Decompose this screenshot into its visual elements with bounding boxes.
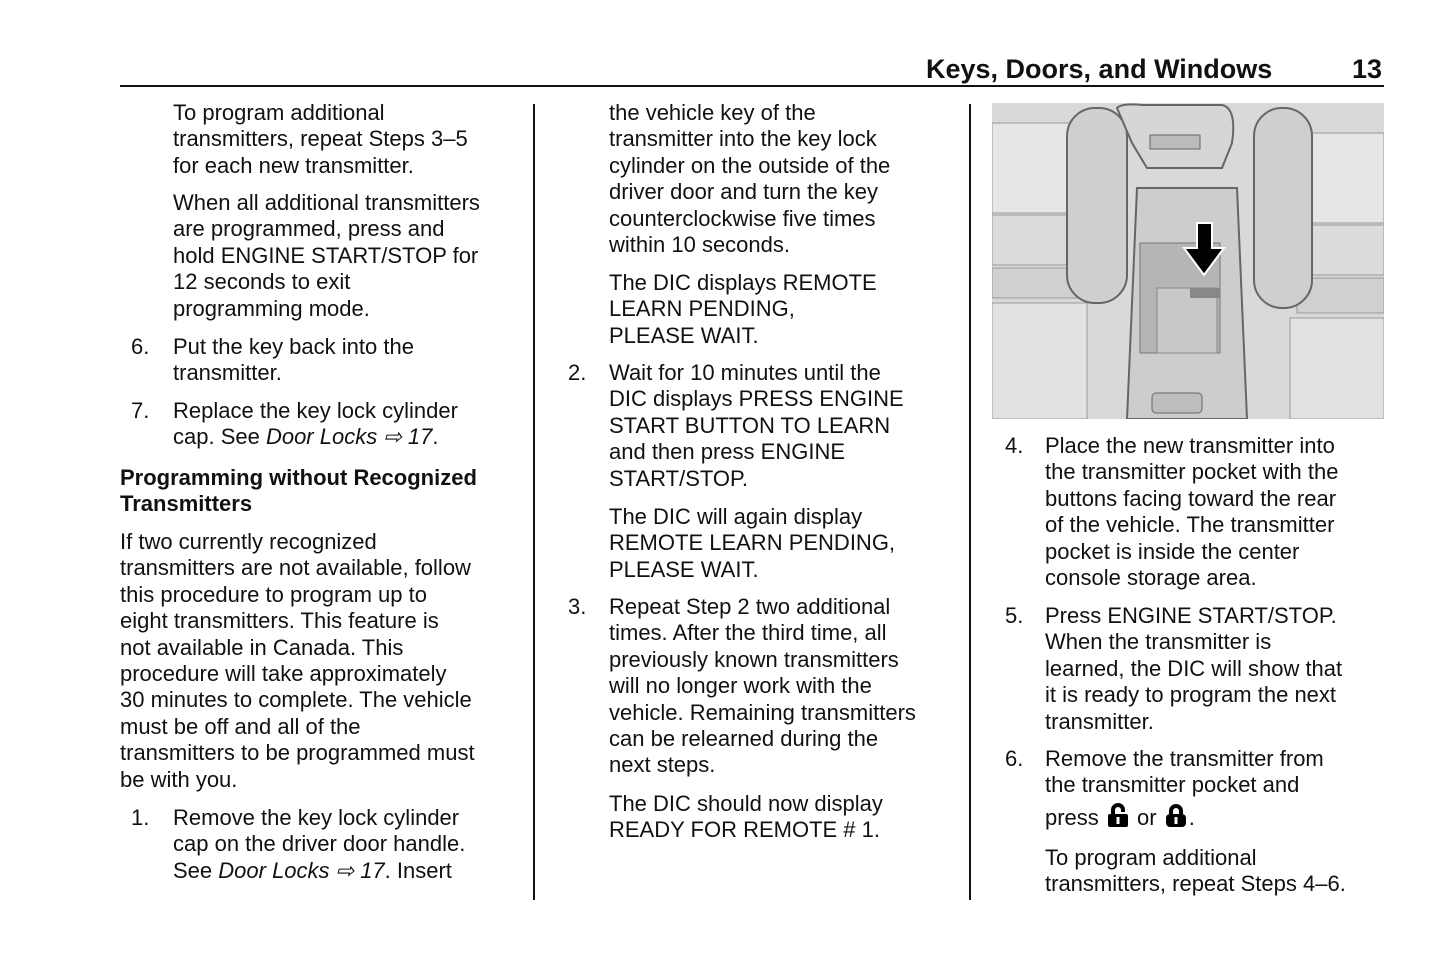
- list-item-line: When the transmitter is: [1045, 629, 1272, 655]
- list-item-line: [173, 424, 438, 450]
- paragraph-line: be with you.: [120, 766, 238, 792]
- list-item-line: pocket is inside the center: [1045, 538, 1300, 564]
- paragraph-line: transmitters, repeat Steps 4–6.: [1045, 871, 1346, 897]
- list-item-line: cap on the driver door handle.: [173, 831, 466, 857]
- paragraph-line: To program additional: [173, 100, 385, 125]
- list-item-line: Repeat Step 2 two additional: [609, 594, 891, 619]
- paragraph-line: 12 seconds to exit: [173, 269, 351, 295]
- paragraph-line: transmitter into the key lock: [609, 126, 877, 152]
- list-item-line: Remove the transmitter from: [1045, 746, 1324, 771]
- list-item-line: the transmitter pocket and: [1045, 772, 1300, 798]
- list-number: 6.: [131, 334, 150, 359]
- text-segment: or: [1130, 804, 1163, 830]
- paragraph-line: READY FOR REMOTE # 1.: [609, 817, 880, 843]
- paragraph-line: cylinder on the outside of the: [609, 152, 891, 178]
- list-number: 6.: [1005, 746, 1024, 771]
- list-number: 5.: [1005, 603, 1024, 628]
- list-item-line: and then press ENGINE: [609, 439, 846, 465]
- header-rule: [120, 85, 1384, 87]
- cross-reference-link[interactable]: Door Locks ⇨ 17: [265, 424, 433, 450]
- list-item-line: Remove the key lock cylinder: [173, 805, 460, 830]
- list-item-line: buttons facing toward the rear: [1045, 485, 1337, 511]
- paragraph-line: transmitters to be programmed must: [120, 740, 475, 766]
- list-item-line: can be relearned during the: [609, 726, 879, 751]
- list-item-line: START BUTTON TO LEARN: [609, 412, 891, 438]
- text-segment: cap. See: [173, 424, 266, 450]
- list-item-line: Replace the key lock cylinder: [173, 398, 458, 423]
- center-console-illustration: [992, 103, 1384, 419]
- paragraph-line: within 10 seconds.: [609, 232, 790, 257]
- list-item-line: it is ready to program the next: [1045, 682, 1337, 708]
- list-item-line: vehicle. Remaining transmitters: [609, 699, 916, 725]
- list-item-line: Place the new transmitter into: [1045, 433, 1335, 458]
- list-item-line: the transmitter pocket with the: [1045, 459, 1339, 485]
- paragraph-line: To program additional: [1045, 845, 1257, 870]
- list-number: 1.: [131, 805, 150, 830]
- paragraph-line: The DIC will again display: [609, 504, 863, 529]
- column-divider: [533, 104, 535, 900]
- list-number: 2.: [568, 360, 587, 385]
- list-item-line: DIC displays PRESS ENGINE: [609, 386, 904, 412]
- paragraph-line: REMOTE LEARN PENDING,: [609, 530, 896, 556]
- paragraph-line: must be off and all of the: [120, 713, 361, 739]
- list-item-line: [1045, 803, 1195, 829]
- section-heading-line: Programming without Recognized: [120, 465, 477, 490]
- paragraph-line: are programmed, press and: [173, 216, 445, 242]
- paragraph-line: programming mode.: [173, 295, 370, 321]
- paragraph-line: The DIC should now display: [609, 791, 883, 816]
- text-segment: .: [432, 424, 439, 450]
- list-item-line: transmitter.: [1045, 708, 1154, 734]
- paragraph-line: for each new transmitter.: [173, 152, 414, 178]
- list-item-line: Wait for 10 minutes until the: [609, 360, 881, 385]
- list-number: 7.: [131, 398, 150, 423]
- paragraph-line: the vehicle key of the: [609, 100, 816, 125]
- list-item-line: transmitter.: [173, 360, 282, 386]
- list-item-line: next steps.: [609, 752, 716, 778]
- paragraph-line: When all additional transmitters: [173, 190, 480, 215]
- list-item-line: START/STOP.: [609, 465, 748, 491]
- paragraph-line: The DIC displays REMOTE: [609, 270, 877, 295]
- list-number: 3.: [568, 594, 587, 619]
- text-segment: See: [173, 857, 219, 883]
- list-item-line: console storage area.: [1045, 565, 1257, 590]
- list-item-line: times. After the third time, all: [609, 620, 887, 646]
- cross-reference-link[interactable]: Door Locks ⇨ 17: [218, 857, 385, 883]
- list-number: 4.: [1005, 433, 1024, 458]
- list-item-line: Press ENGINE START/STOP.: [1045, 603, 1337, 628]
- unlock-icon: [1107, 803, 1129, 833]
- paragraph-line: transmitters are not available, follow: [120, 555, 471, 581]
- text-segment: .: [1188, 804, 1195, 830]
- text-segment: press: [1045, 804, 1105, 830]
- text-segment: . Insert: [384, 857, 452, 883]
- paragraph-line: transmitters, repeat Steps 3–5: [173, 126, 468, 152]
- paragraph-line: counterclockwise five times: [609, 205, 876, 231]
- list-item-line: will no longer work with the: [609, 673, 872, 699]
- paragraph-line: this procedure to program up to: [120, 581, 427, 607]
- list-item-line: [173, 858, 452, 884]
- page-number: 13: [1352, 54, 1383, 84]
- lock-icon: [1165, 803, 1187, 833]
- paragraph-line: eight transmitters. This feature is: [120, 608, 439, 634]
- section-title: Keys, Doors, and Windows: [926, 54, 1273, 84]
- paragraph-line: PLEASE WAIT.: [609, 556, 759, 582]
- list-item-line: learned, the DIC will show that: [1045, 655, 1343, 681]
- paragraph-line: driver door and turn the key: [609, 179, 879, 205]
- paragraph-line: 30 minutes to complete. The vehicle: [120, 687, 472, 713]
- paragraph-line: LEARN PENDING,: [609, 296, 795, 322]
- section-heading-line: Transmitters: [120, 491, 253, 517]
- list-item-line: previously known transmitters: [609, 646, 899, 672]
- paragraph-line: PLEASE WAIT.: [609, 322, 759, 348]
- list-item-line: Put the key back into the: [173, 334, 414, 359]
- paragraph-line: procedure will take approximately: [120, 661, 447, 686]
- paragraph-line: not available in Canada. This: [120, 634, 404, 660]
- paragraph-line: If two currently recognized: [120, 529, 377, 554]
- list-item-line: of the vehicle. The transmitter: [1045, 512, 1335, 538]
- paragraph-line: hold ENGINE START/STOP for: [173, 242, 479, 268]
- column-divider: [969, 104, 971, 900]
